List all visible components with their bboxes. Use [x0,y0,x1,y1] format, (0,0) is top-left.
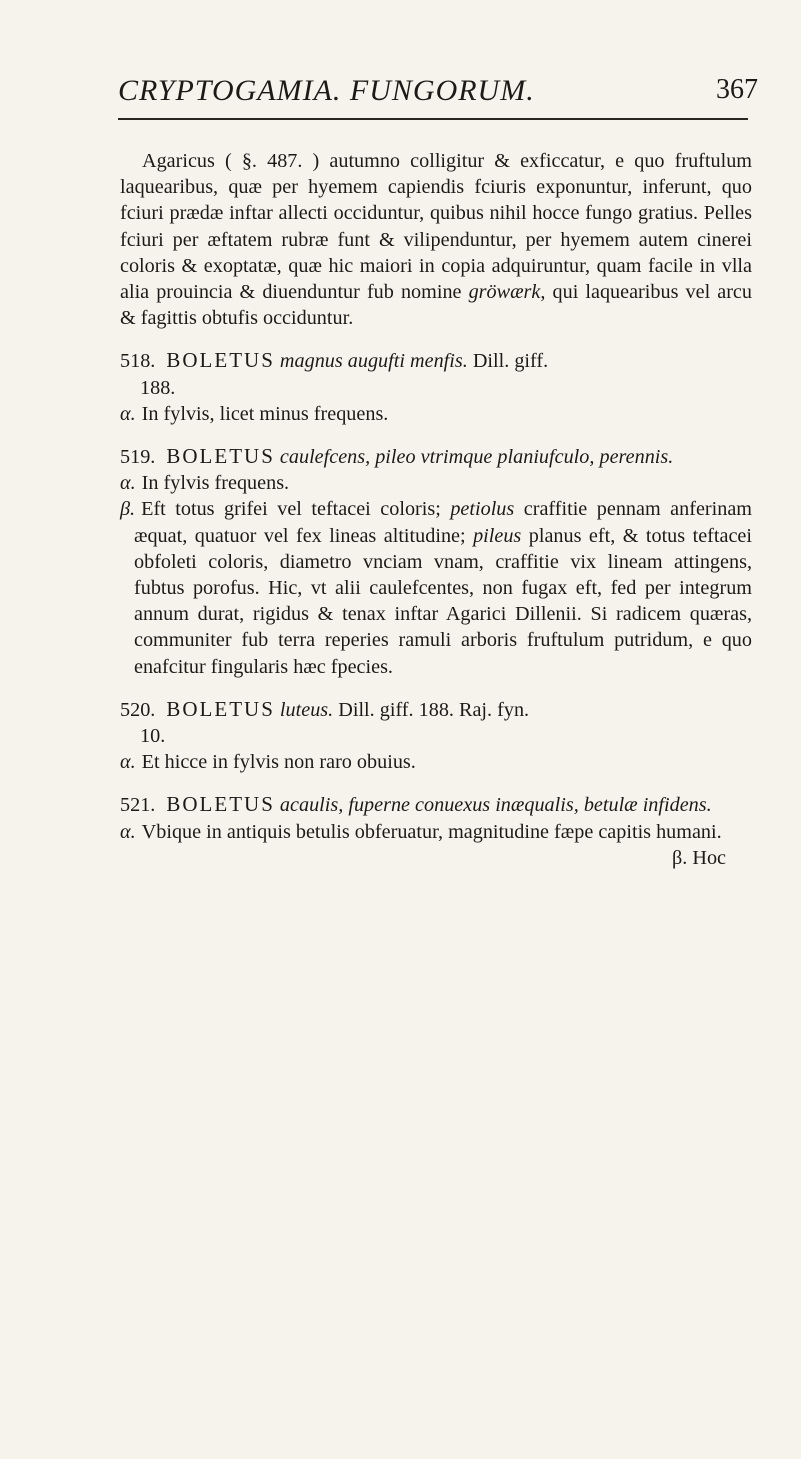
body-text [120,148,752,871]
entry-heading [120,791,752,818]
note-text-pre: Eft totus grifei vel teftacei coloris; [141,498,451,521]
entry-heading [120,696,752,723]
entry-note [120,496,752,679]
entry-number: 518. [120,350,156,373]
note-marker: β. [120,498,136,521]
entry-heading [120,347,752,374]
page-number: 367 [716,74,758,105]
entry-heading [120,443,752,470]
note-text: Vbique in antiquis betulis obferuatur, magnitudine fæpe capitis humani. [141,820,722,843]
entry-genus: BOLETUS [166,792,275,817]
intro-paragraph [120,148,752,331]
header-rule [118,118,748,120]
intro-text-b: , qui laquearibus vel arcu & fagittis obtufis occiduntur. [120,281,752,330]
intro-term: gröwærk [468,281,541,304]
entry-epithet: magnus augufti menfis. [279,350,468,373]
note-text-mid: craffitie pennam anferinam æquat, quatuor vel fex lineas altitudine; [134,498,752,547]
running-title: CRYPTOGAMIA. FUNGORUM. [118,74,535,107]
entry-note [120,470,752,496]
note-text: Et hicce in fylvis non raro obuius. [141,751,416,774]
entry-reference: Dill. giff. [472,350,549,373]
entry-number: 519. [120,446,156,469]
catchword: β. Hoc [672,846,726,869]
note-text-post: planus eft, & totus teftacei obfoleti coloris, diametro vnciam vnam, craffitie vix lineam attingens, fubtus porofus. Hic, vt alii caulefcentes, non fugax eft, fed per integrum annum durat, rigidus & tenax inftar Agarici Dillenii. Si radicem quæras, communiter fub terra reperies ramuli arboris fruftulum putridum, e quo enafcitur fingularis hæc fpecies. [134,524,752,678]
page-header [118,74,758,126]
entry-genus: BOLETUS [166,348,275,373]
entry-number: 521. [120,794,156,817]
note-term-pileus: pileus [473,524,522,547]
entry-genus: BOLETUS [166,444,275,469]
note-text: In fylvis frequens. [141,472,290,495]
entry-520 [120,696,752,776]
note-marker: α. [120,402,136,425]
entry-521 [120,791,752,844]
note-marker: α. [120,472,136,495]
note-marker: α. [120,751,136,774]
entry-note [120,819,752,845]
entry-518 [120,347,752,427]
entry-reference-cont: 188. [140,376,176,399]
entry-note [120,401,752,427]
entry-note [120,749,752,775]
entry-epithet: caulefcens, pileo vtrimque planiufculo, perennis. [279,446,674,469]
entry-519 [120,443,752,680]
entry-epithet: acaulis, fuperne conuexus inæqualis, betulæ infidens. [279,794,712,817]
entry-number: 520. [120,698,156,721]
intro-text-a: Agaricus ( §. 487. ) autumno colligitur & exficcatur, e quo fruftulum laquearibus, quæ per hyemem capiendis fciuris exponuntur, inferunt, quo fciuri prædæ inftar allecti occiduntur, quibus nihil hocce fungo gratius. Pelles fciuri per æftatem rubræ funt & vilipenduntur, per hyemem autem cinerei coloris & exoptatæ, quæ hic maiori in copia adquiruntur, quam facile in vlla alia prouincia & diuenduntur fub nomine [120,150,752,304]
entry-reference-cont: 10. [140,725,166,748]
entry-epithet: luteus. [279,698,334,721]
entry-genus: BOLETUS [166,696,275,721]
note-term-petiolus: petiolus [450,498,515,521]
entry-reference: Dill. giff. 188. Raj. fyn. [338,698,530,721]
note-text: In fylvis, licet minus frequens. [141,402,389,425]
note-marker: α. [120,820,136,843]
